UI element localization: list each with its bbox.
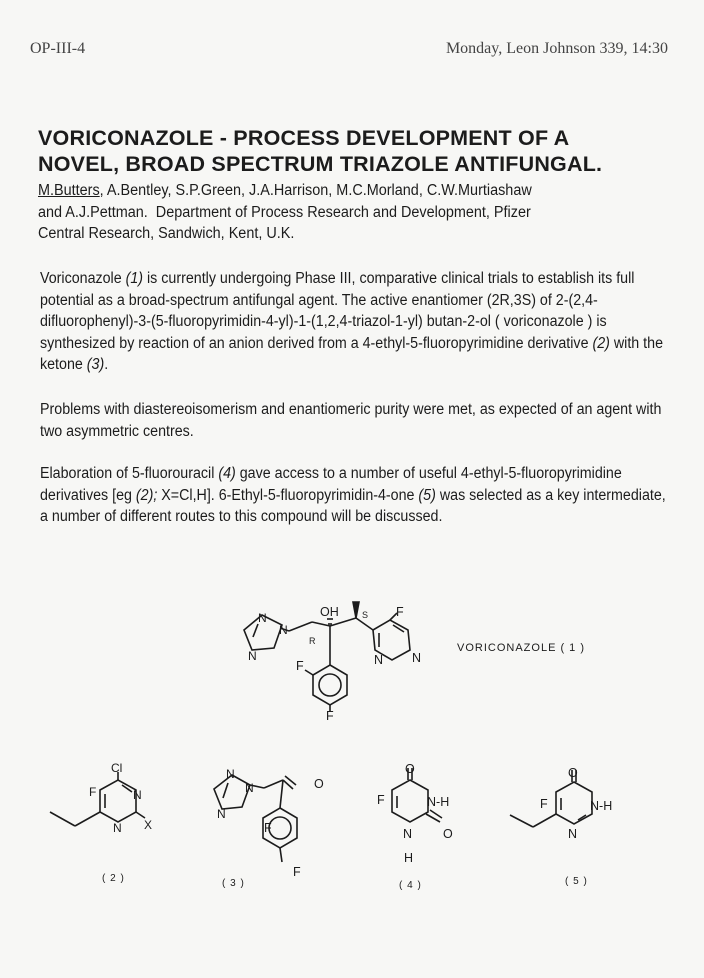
atom-n: N: [113, 821, 122, 835]
atom-nh: N-H: [427, 795, 450, 809]
atom-n: N: [217, 807, 226, 821]
affiliation-2: Central Research, Sandwich, Kent, U.K.: [38, 225, 295, 242]
atom-nh: N-H: [590, 799, 613, 813]
atom-n: N: [568, 827, 578, 841]
ref-2: (2): [592, 334, 610, 352]
session-code: OP-III-4: [30, 40, 86, 57]
author-list-2: and A.J.Pettman.: [38, 203, 148, 221]
ref-4: (4): [218, 465, 236, 482]
structure-5: [510, 770, 592, 827]
atom-f: F: [264, 821, 272, 835]
atom-h: H: [404, 851, 414, 865]
atom-f: F: [293, 865, 301, 879]
affiliation-1: Department of Process Research and Development, Pfizer: [155, 203, 531, 221]
title-line-1: VORICONAZOLE - PROCESS DEVELOPMENT OF A: [38, 126, 570, 150]
atom-n: N: [403, 827, 413, 841]
atom-n: N: [133, 788, 142, 802]
author-list: , A.Bentley, S.P.Green, J.A.Harrison, M.C.Morland, C.W.Murtiashaw: [99, 182, 532, 199]
atom-n: N: [374, 653, 384, 667]
stereo-r: R: [309, 636, 316, 646]
atom-f: F: [377, 793, 385, 807]
stereo-s: S: [362, 610, 369, 620]
atom-n: N: [248, 649, 257, 663]
atom-n: N: [258, 611, 267, 625]
structure-5-label: ( 5 ): [565, 876, 588, 887]
atom-n: N: [226, 767, 235, 781]
voriconazole-caption: VORICONAZOLE ( 1 ): [457, 642, 586, 654]
abstract-paragraph-3: Elaboration of 5-fluorouracil (4) gave access to a number of useful 4-ethyl-5-fluoropyrimidine derivatives [eg (2); X=Cl,H]. 6-Ethyl-5-fluoropyrimidin-4-one (5) was selected as a key intermediate, a number of different routes to this compound will be discussed.: [40, 465, 666, 525]
ref-3: (3): [86, 356, 105, 373]
structure-4-label: ( 4 ): [399, 880, 422, 891]
atom-o: O: [314, 777, 324, 791]
structure-3-label: ( 3 ): [222, 878, 245, 889]
session-time: Monday, Leon Johnson 339, 14:30: [445, 40, 668, 57]
atom-n: N: [279, 623, 288, 637]
atom-f: F: [396, 605, 404, 619]
title-line-2: NOVEL, BROAD SPECTRUM TRIAZOLE ANTIFUNGAL.: [38, 152, 603, 176]
structure-2: [50, 772, 145, 826]
atom-o: O: [405, 762, 415, 776]
atom-n: N: [245, 781, 254, 795]
abstract-paragraph-2: Problems with diastereoisomerism and enantiomeric purity were met, as expected of an agent with two asymmetric centres.: [40, 401, 662, 440]
ref-5: (5): [418, 486, 436, 504]
structure-2-label: ( 2 ): [102, 873, 125, 884]
atom-f: F: [326, 709, 334, 723]
structure-3: [214, 775, 297, 862]
atom-x: X: [144, 818, 153, 832]
atom-cl: Cl: [111, 761, 123, 775]
atom-n: N: [412, 651, 422, 665]
ref-2b: (2);: [135, 486, 158, 504]
atom-f: F: [89, 785, 97, 799]
atom-oh: OH: [320, 605, 339, 619]
atom-o: O: [568, 766, 578, 780]
atom-o: O: [443, 827, 453, 841]
atom-f: F: [296, 659, 304, 673]
ref-1: (1): [125, 270, 144, 287]
presenting-author: M.Butters: [38, 182, 100, 199]
abstract-paragraph-1: Voriconazole (1) is currently undergoing Phase III, comparative clinical trials to establish its full potential as a broad-spectrum antifungal agent. The active enantiomer (2R,3S) of 2-(2,4-difluorophenyl)-3-(5-fluoropyrimidin-4-yl)-1-(1,2,4-triazol-1-yl) butan-2-ol ( voriconazole ) is synthesized by reaction of an anion derived from a 4-ethyl-5-fluoropyrimidine derivative (2) with the ketone (3).: [40, 270, 664, 373]
atom-f: F: [540, 797, 548, 811]
